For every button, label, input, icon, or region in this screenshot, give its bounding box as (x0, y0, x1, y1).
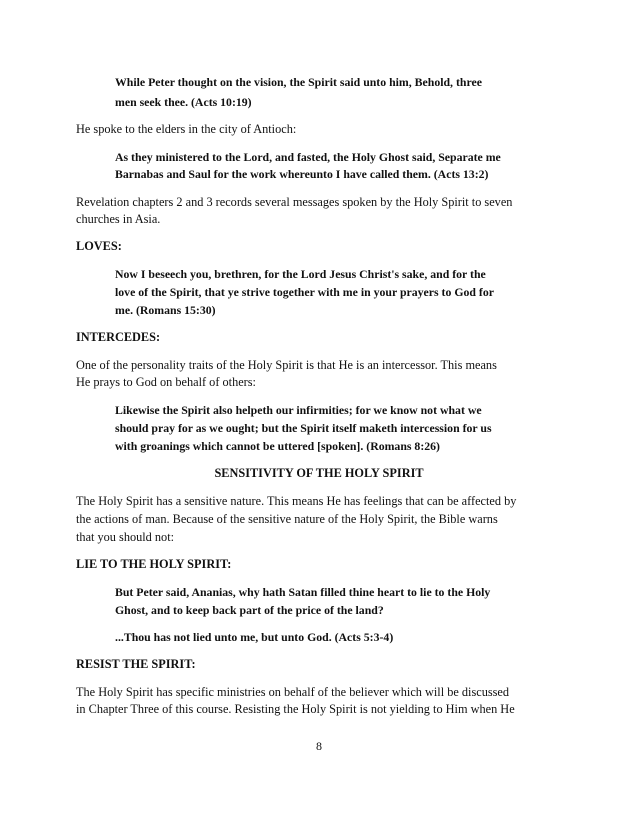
paragraph-antioch: He spoke to the elders in the city of Antioch: (76, 122, 297, 136)
paragraph-sensitive-line-2: the actions of man. Because of the sensitive nature of the Holy Spirit, the Bible warns (76, 512, 498, 526)
paragraph-revelation-line-2: churches in Asia. (76, 212, 161, 226)
paragraph-sensitive-line-3: that you should not: (76, 530, 175, 544)
quote-acts-13-line-2: Barnabas and Saul for the work whereunto I have called them. (Acts 13:2) (115, 167, 489, 181)
page-number: 8 (316, 739, 322, 753)
paragraph-intercessor-line-2: He prays to God on behalf of others: (76, 375, 256, 389)
heading-sensitivity: SENSITIVITY OF THE HOLY SPIRIT (214, 466, 424, 480)
quote-acts-10-line-1: While Peter thought on the vision, the Spirit said unto him, Behold, three (115, 75, 482, 89)
quote-acts-5a-line-2: Ghost, and to keep back part of the price of the land? (115, 603, 384, 617)
heading-loves: LOVES: (76, 239, 122, 253)
quote-romans-15-line-2: love of the Spirit, that ye strive together with me in your prayers to God for (115, 285, 494, 299)
quote-acts-13-line-1: As they ministered to the Lord, and fasted, the Holy Ghost said, Separate me (115, 150, 501, 164)
paragraph-intercessor-line-1: One of the personality traits of the Holy Spirit is that He is an intercessor. This means (76, 358, 497, 372)
heading-resist: RESIST THE SPIRIT: (76, 657, 196, 671)
quote-romans-8-line-3: with groanings which cannot be uttered [spoken]. (Romans 8:26) (115, 439, 440, 453)
quote-acts-5b: ...Thou has not lied unto me, but unto God. (Acts 5:3-4) (115, 630, 394, 644)
heading-intercedes: INTERCEDES: (76, 330, 161, 344)
paragraph-revelation-line-1: Revelation chapters 2 and 3 records several messages spoken by the Holy Spirit to seven (76, 195, 513, 209)
quote-romans-8-line-1: Likewise the Spirit also helpeth our infirmities; for we know not what we (115, 403, 482, 417)
paragraph-resist-line-2: in Chapter Three of this course. Resisting the Holy Spirit is not yielding to Him when He (76, 702, 515, 716)
quote-acts-10-line-2: men seek thee. (Acts 10:19) (115, 95, 252, 109)
quote-acts-5a-line-1: But Peter said, Ananias, why hath Satan filled thine heart to lie to the Holy (115, 585, 491, 599)
heading-lie: LIE TO THE HOLY SPIRIT: (76, 557, 232, 571)
quote-romans-15-line-1: Now I beseech you, brethren, for the Lord Jesus Christ's sake, and for the (115, 267, 486, 281)
quote-romans-15-line-3: me. (Romans 15:30) (115, 303, 216, 317)
quote-romans-8-line-2: should pray for as we ought; but the Spirit itself maketh intercession for us (115, 421, 492, 435)
paragraph-resist-line-1: The Holy Spirit has specific ministries on behalf of the believer which will be discussed (76, 685, 510, 699)
paragraph-sensitive-line-1: The Holy Spirit has a sensitive nature. This means He has feelings that can be affected by (76, 494, 517, 508)
